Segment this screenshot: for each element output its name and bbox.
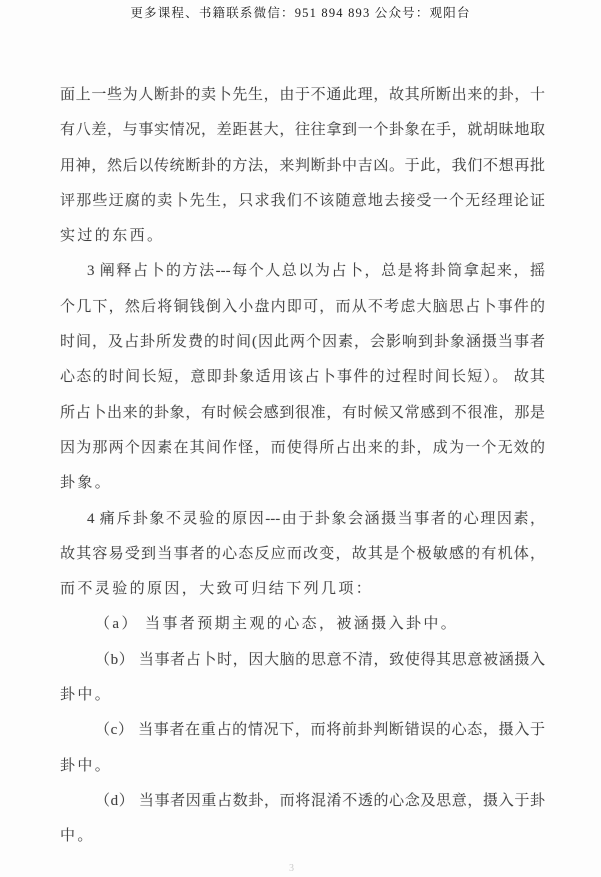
text-line: 中。 xyxy=(60,828,95,845)
text-line: （a） 当事者预期主观的心态，被涵摄入卦中。 xyxy=(95,616,459,633)
text-line: （c） 当事者在重占的情况下，而将前卦判断错误的心态，摄入于 xyxy=(95,722,545,739)
header-contact-info: 更多课程、书籍联系微信：951 894 893 公众号：观阳台 xyxy=(130,6,471,20)
text-line: 卦象。 xyxy=(60,475,113,492)
text-line: （d） 当事者因重占数卦，而将混淆不透的心念及思意，摄入于卦 xyxy=(95,792,545,809)
text-line: 面上一些为人断卦的卖卜先生，由于不通此理，故其所断出来的卦，十 xyxy=(60,87,545,103)
text-line: 有八差，与事实情况，差距甚大，往往拿到一个卦象在手，就胡昧地取 xyxy=(60,122,545,139)
text-line: 3 阐释占卜的方法---每个人总以为占卜，总是将卦筒拿起来，摇 xyxy=(87,263,545,280)
document-body xyxy=(60,78,545,855)
text-line: 实过的东西。 xyxy=(60,228,165,245)
text-line: （b） 当事者占卜时，因大脑的思意不清，致使得其思意被涵摄入 xyxy=(95,651,545,668)
text-line: 故其容易受到当事者的心态反应而改变，故其是个极敏感的有机体， xyxy=(60,545,545,562)
text-line: 而不灵验的原因，大致可归结下列几项： xyxy=(60,581,374,598)
text-line: 卦中。 xyxy=(60,687,113,704)
text-line: 所占卜出来的卦象，有时候会感到很准，有时候又常感到不很准，那是 xyxy=(60,404,545,421)
text-line: 评那些迂腐的卖卜先生，只求我们不该随意地去接受一个无经理论证 xyxy=(60,192,545,209)
text-line: 卦中。 xyxy=(60,757,113,774)
text-line: 个几下，然后将铜钱倒入小盘内即可，而从不考虑大脑思占卜事件的 xyxy=(60,298,545,315)
text-line: 用神，然后以传统断卦的方法，来判断卦中吉凶。于此，我们不想再批 xyxy=(60,157,545,174)
text-line: 因为那两个因素在其间作怪，而使得所占出来的卦，成为一个无效的 xyxy=(60,439,545,456)
text-line: 4 痛斥卦象不灵验的原因---由于卦象会涵摄当事者的心理因素， xyxy=(87,510,545,527)
text-line: 时间，及占卦所发费的时间(因此两个因素，会影响到卦象涵摄当事者 xyxy=(60,334,545,351)
page-number: 3 xyxy=(289,863,294,874)
text-line: 心态的时间长短，意即卦象适用该占卜事件的过程时间长短）。 故其 xyxy=(60,369,545,386)
